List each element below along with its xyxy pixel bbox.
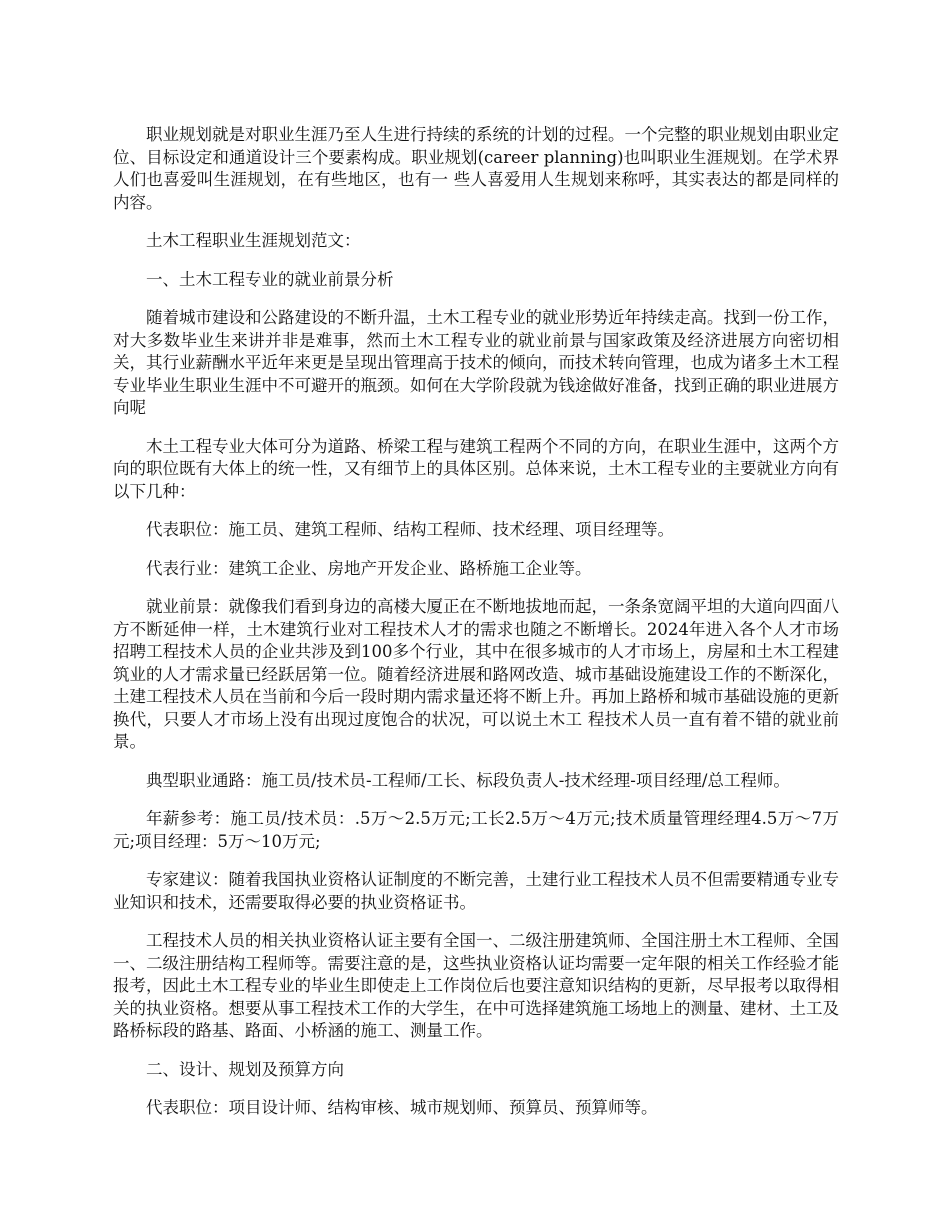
employment-outlook: 就业前景：就像我们看到身边的高楼大厦正在不断地拔地而起，一条条宽阔平坦的大道向四面八方不断延伸一样，土木建筑行业对工程技术人才的需求也随之不断增长。2024年进入各个人才市场招聘工程技术人员的企业共涉及到100多个行业，其中在很多城市的人才市场上，房屋和土木工程建筑业的人才需求量已经跃居第一位。随着经济进展和路网改造、城市基础设施建设工作的不断深化，土建工程技术人员在当前和今后一段时期内需求量还将不断上升。再加上路桥和城市基础设施的更新换代，只要人才市场上没有出现过度饱合的状况，可以说土木工 程技术人员一直有着不错的就业前景。 bbox=[113, 597, 839, 751]
document-page bbox=[113, 124, 839, 1136]
qualification-paragraph: 工程技术人员的相关执业资格认证主要有全国一、二级注册建筑师、全国注册土木工程师、全国一、二级注册结构工程师等。需要注意的是，这些执业资格认证均需要一定年限的相关工作经验才能报考，因此土木工程专业的毕业生即使走上工作岗位后也要注意知识结构的更新，尽早报考以取得相关的执业资格。想要从事工程技术工作的大学生，在中可选择建筑施工场地上的测量、建材、土工及路桥标段的路基、路面、小桥涵的施工、测量工作。 bbox=[113, 931, 839, 1040]
sample-title: 土木工程职业生涯规划范文： bbox=[146, 231, 361, 250]
design-positions: 代表职位：项目设计师、结构审核、城市规划师、预算员、预算师等。 bbox=[146, 1098, 658, 1117]
section-heading-2: 二、设计、规划及预算方向 bbox=[146, 1059, 344, 1079]
salary-reference: 年薪参考：施工员/技术员：.5万～2.5万元;工长2.5万～4万元;技术质量管理经理4.5万～7万元;项目经理：5万～10万元; bbox=[113, 809, 839, 851]
career-path: 典型职业通路：施工员/技术员-工程师/工长、标段负责人-技术经理-项目经理/总工程师。 bbox=[146, 770, 790, 790]
section-heading-1: 一、土木工程专业的就业前景分析 bbox=[146, 269, 394, 289]
prospect-paragraph: 随着城市建设和公路建设的不断升温，土木工程专业的就业形势近年持续走高。找到一份工作，对大多数毕业生来讲并非是难事，然而土木工程专业的就业前景与国家政策及经济进展方向密切相关，其行业薪酬水平近年来更是呈现出管理高于技术的倾向，而技术转向管理，也成为诸多土木工程专业毕业生职业生涯中不可避开的瓶颈。如何在大学阶段就为钱途做好准备，找到正确的职业进展方向呢 bbox=[113, 308, 839, 417]
expert-advice: 专家建议：随着我国执业资格认证制度的不断完善，土建行业工程技术人员不但需要精通专业专业知识和技术，还需要取得必要的执业资格证书。 bbox=[113, 870, 839, 912]
directions-paragraph: 木土工程专业大体可分为道路、桥梁工程与建筑工程两个不同的方向，在职业生涯中，这两个方向的职位既有大体上的统一性，又有细节上的具体区别。总体来说，土木工程专业的主要就业方向有以下几种： bbox=[113, 436, 839, 501]
representative-industries: 代表行业：建筑工企业、房地产开发企业、路桥施工企业等。 bbox=[146, 558, 592, 578]
intro-paragraph: 职业规划就是对职业生涯乃至人生进行持续的系统的计划的过程。一个完整的职业规划由职业定位、目标设定和通道设计三个要素构成。职业规划(career planning)也叫职业生涯规划。在学术界人们也喜爱叫生涯规划，在有些地区，也有一 些人喜爱用人生规划来称呼，其实表达的都是同样的内容。 bbox=[113, 125, 839, 212]
representative-positions: 代表职位：施工员、建筑工程师、结构工程师、技术经理、项目经理等。 bbox=[146, 520, 674, 539]
